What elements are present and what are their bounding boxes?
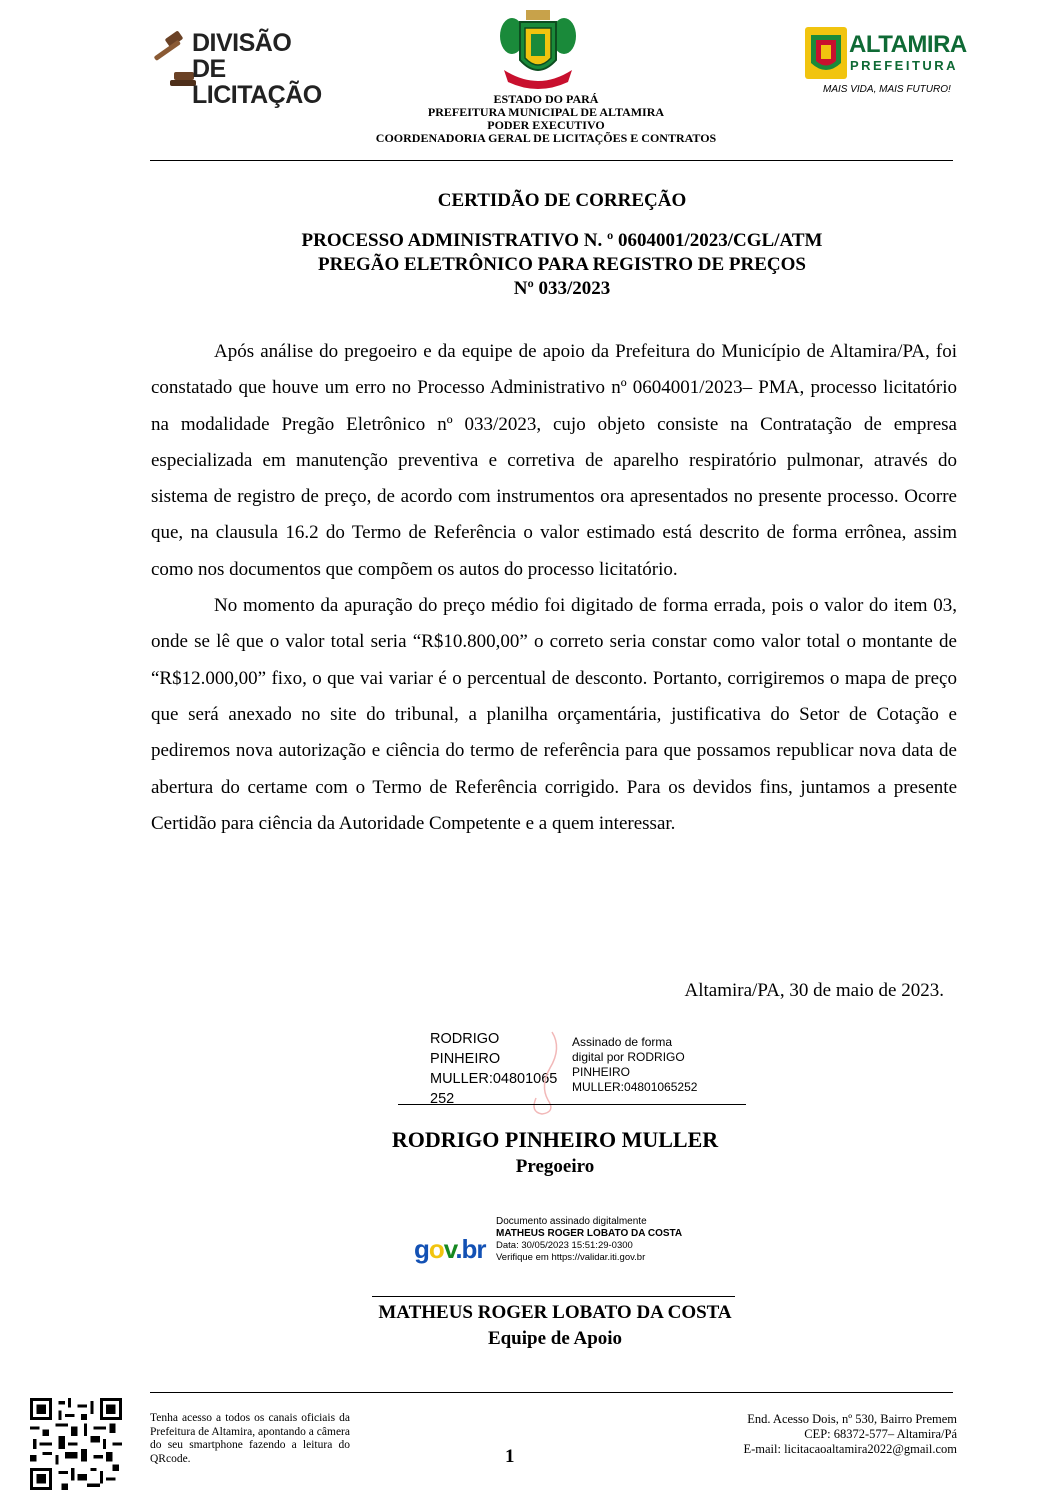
signer-name: RODRIGO PINHEIRO MULLER [391, 1127, 719, 1152]
stamp-note-line: digital por RODRIGO [572, 1050, 685, 1064]
govbr-date: Data: 30/05/2023 15:51:29-0300 [496, 1240, 633, 1251]
stamp-note-line: MULLER:04801065252 [572, 1080, 698, 1094]
footer-qr-text: Tenha acesso a todos os canais oficiais da Prefeitura de Altamira, apontando a câmera do seu smartphone fazendo a leitura do QRcode. [150, 1412, 350, 1465]
altamira-logo [803, 27, 967, 99]
support-role: Equipe de Apoio [487, 1328, 623, 1349]
body-paragraph-1: Após análise do pregoeiro e da equipe de apoio da Prefeitura do Município de Altamira/PA, foi constatado que houve um erro no Processo Administrativo nº 0604001/2023– PMA, processo licitatório na modalidade Pregão Eletrônico nº 033/2023, cujo objeto consiste na Contratação de empresa especializada em manutenção preventiva e corretiva de aparelho respiratório pulmonar, através do sistema de registro de preço, de acordo com instrumentos ora apresentados no presente processo. Ocorre que, na clausula 16.2 do Termo de Referência o valor estimado está descrito de forma errônea, assim como nos documentos que compõem os autos do processo licitatório. [151, 341, 957, 580]
svg-text:gov.br: gov.br [414, 1234, 486, 1264]
footer-address-line1: End. Acesso Dois, nº 530, Bairro Premem [747, 1412, 957, 1426]
process-line3: Nº 033/2023 [513, 278, 611, 299]
stamp-note-line: PINHEIRO [572, 1065, 631, 1079]
header-rule [150, 160, 953, 161]
govbr-verify-link[interactable]: Verifique em https://validar.iti.gov.br [496, 1252, 646, 1263]
header-text [150, 93, 942, 145]
gavel-icon [148, 30, 196, 88]
altamira-seal-icon [805, 27, 847, 79]
stamp-name-line: 252 [430, 1091, 455, 1107]
page-number: 1 [505, 1446, 515, 1467]
header-line-coordination: COORDENADORIA GERAL DE LICITAÇÕES E CONTRATOS [375, 131, 717, 145]
footer-rule [150, 1392, 953, 1393]
altamira-slogan: MAIS VIDA, MAIS FUTURO! [823, 84, 951, 95]
govbr-logo-icon [414, 1230, 494, 1270]
govbr-signer: MATHEUS ROGER LOBATO DA COSTA [496, 1228, 683, 1239]
body-text [151, 334, 957, 842]
document-title: CERTIDÃO DE CORREÇÃO [437, 190, 687, 211]
signature-line [372, 1296, 735, 1297]
altamira-sub: PREFEITURA [850, 58, 959, 73]
process-titles [150, 229, 974, 301]
footer-email[interactable]: E-mail: licitacaoaltamira2022@gmail.com [743, 1442, 957, 1456]
footer-address [660, 1412, 957, 1457]
stamp-note-line: Assinado de forma [572, 1035, 673, 1049]
process-line2: PREGÃO ELETRÔNICO PARA REGISTRO DE PREÇOS [318, 254, 806, 275]
document-date: Altamira/PA, 30 de maio de 2023. [684, 980, 944, 1001]
signature-flourish-icon [522, 1028, 572, 1116]
qr-code-icon[interactable] [30, 1398, 122, 1490]
division-logo [148, 29, 322, 109]
stamp-name-line: MULLER:04801065 [430, 1071, 558, 1087]
division-logo-line1: DIVISÃO DE [192, 29, 292, 83]
govbr-signature-info [496, 1216, 682, 1264]
altamira-brand: ALTAMIRA [849, 31, 967, 58]
header-line-power: PODER EXECUTIVO [487, 118, 605, 132]
signer-role: Pregoeiro [515, 1156, 595, 1177]
header-line-state: ESTADO DO PARÁ [493, 92, 599, 106]
govbr-header: Documento assinado digitalmente [496, 1216, 647, 1227]
stamp-name-line: PINHEIRO [430, 1051, 501, 1067]
municipal-crest-icon [498, 10, 578, 92]
signature-line [398, 1104, 746, 1105]
body-paragraph-2: No momento da apuração do preço médio foi digitado de forma errada, pois o valor do item 03, onde se lê que o valor total seria “R$10.800,00” o correto seria constar como valor total o montante de “R$12.000,00” fixo, o que vai variar é o percentual de desconto. Portanto, corrigiremos o mapa de preço que será anexado no site do tribunal, a planilha orçamentária, justificativa do Setor de Cotação e pediremos nova autorização e ciência do termo de referência para que possamos republicar nova data de abertura do certame com o Termo de Referência corrigido. Para os devidos fins, juntamos a presente Certidão para ciência da Autoridade Competente e a quem interessar. [151, 595, 957, 834]
header-line-prefecture: PREFEITURA MUNICIPAL DE ALTAMIRA [427, 105, 665, 119]
govbr-logo [414, 1230, 494, 1270]
footer-address-line2: CEP: 68372-577– Altamira/Pá [804, 1427, 957, 1441]
stamp-name-line: RODRIGO [430, 1031, 500, 1047]
digital-signature-note [572, 1035, 697, 1095]
division-logo-line2: LICITAÇÃO [192, 81, 322, 109]
support-name: MATHEUS ROGER LOBATO DA COSTA [378, 1302, 732, 1323]
process-line1: PROCESSO ADMINISTRATIVO N. º 0604001/2023/CGL/ATM [301, 230, 823, 251]
